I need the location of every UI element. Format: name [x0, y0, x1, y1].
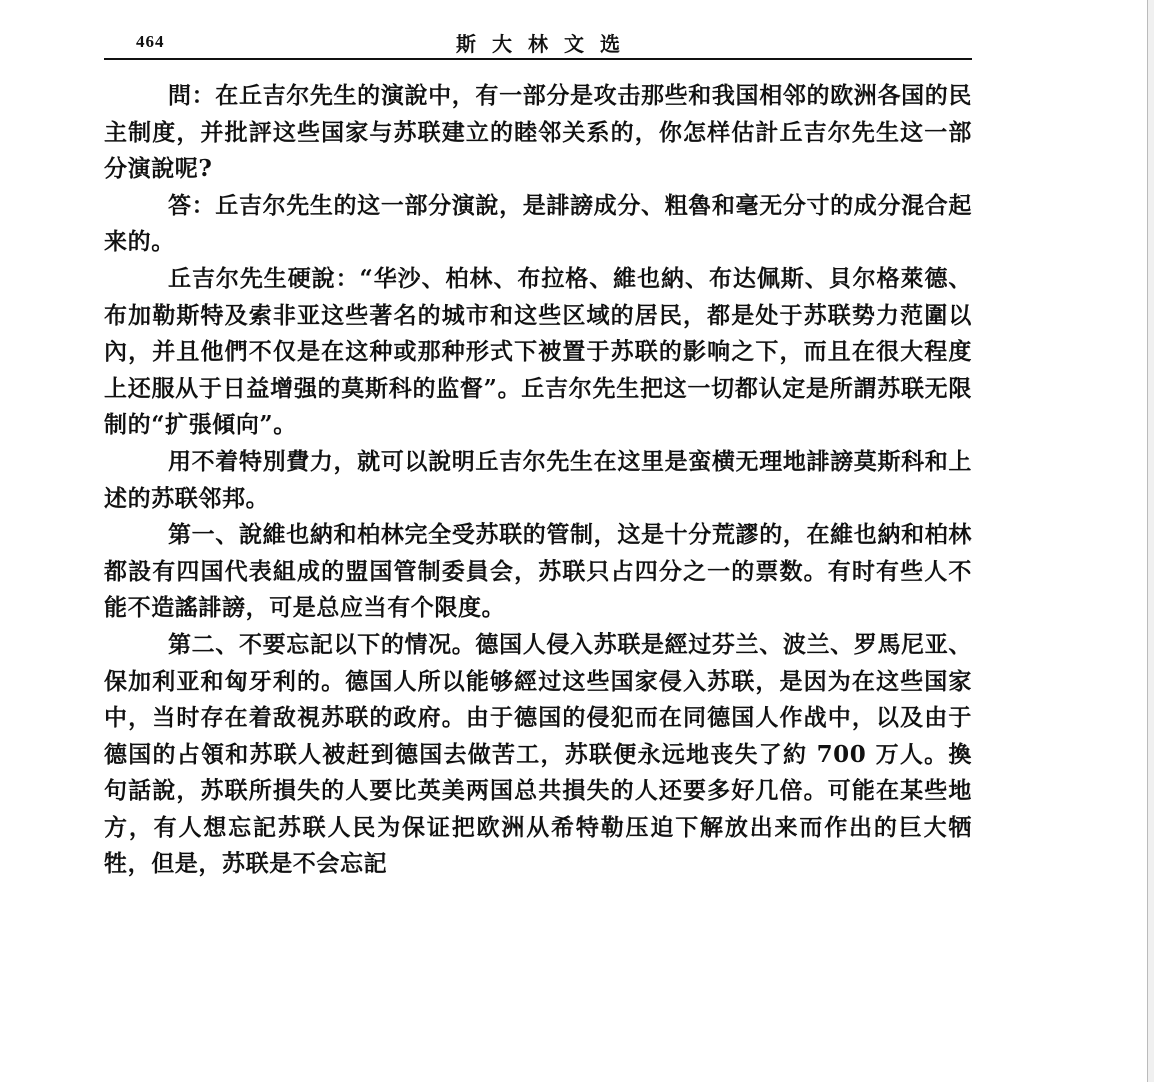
paragraph-text: 用不着特別費力，就可以說明丘吉尔先生在这里是蛮横无理地誹謗莫斯科和上述的苏联邻邦。: [104, 447, 972, 512]
question-marker: 問：: [168, 82, 216, 109]
paragraph-text: 在丘吉尔先生的演說中，有一部分是攻击那些和我国相邻的欧洲各国的民主制度，并批評这些国家与苏联建立的睦邻关系的，你怎样估計丘吉尔先生这一部分演說呢?: [104, 82, 972, 183]
paragraph-answer: [104, 188, 972, 261]
paragraph: [104, 444, 972, 517]
body-text: [104, 78, 972, 883]
running-title: 斯大林文选: [456, 32, 636, 56]
window-edge: [1147, 0, 1154, 1082]
page-header: [104, 28, 972, 58]
paragraph-text: 丘吉尔先生硬說：“华沙、柏林、布拉格、維也納、布达佩斯、貝尔格萊德、布加勒斯特及索非亚这些著名的城市和这些区域的居民，都是处于苏联势力范圍以內，并且他們不仅是在这种或那种形式下被置于苏联的影响之下，而且在很大程度上还服从于日益增强的莫斯科的监督”。丘吉尔先生把这一切都认定是所謂苏联无限制的“扩張傾向”。: [104, 264, 972, 439]
page-number: 464: [136, 32, 165, 51]
paragraph-text: 丘吉尔先生的这一部分演說，是誹謗成分、粗魯和毫无分寸的成分混合起来的。: [104, 191, 972, 256]
paragraph-question: [104, 78, 972, 188]
paragraph-text: 第一、說維也納和柏林完全受苏联的管制，这是十分荒謬的，在維也納和柏林都設有四国代表組成的盟国管制委員会，苏联只占四分之一的票数。有时有些人不能不造謠誹謗，可是总应当有个限度。: [104, 521, 972, 622]
paragraph-text: 第二、不要忘記以下的情况。德国人侵入苏联是經过芬兰、波兰、罗馬尼亚、保加利亚和匈牙利的。德国人所以能够經过这些国家侵入苏联，是因为在这些国家中，当时存在着敌視苏联的政府。由于德国的侵犯而在同德国人作战中，以及由于德国的占領和苏联人被赶到德国去做苦工，苏联便永远地丧失了約 700 万人。換句話說，苏联所損失的人要比英美两国总共損失的人还要多好几倍。可能在某些地方，有人想忘記苏联人民为保证把欧洲从希特勒压迫下解放出来而作出的巨大牺牲，但是，苏联是不会忘記: [104, 630, 972, 878]
answer-marker: 答：: [168, 191, 216, 219]
header-rule: [104, 58, 972, 60]
paragraph: [104, 261, 972, 444]
paragraph: [104, 627, 972, 883]
paragraph: [104, 517, 972, 627]
